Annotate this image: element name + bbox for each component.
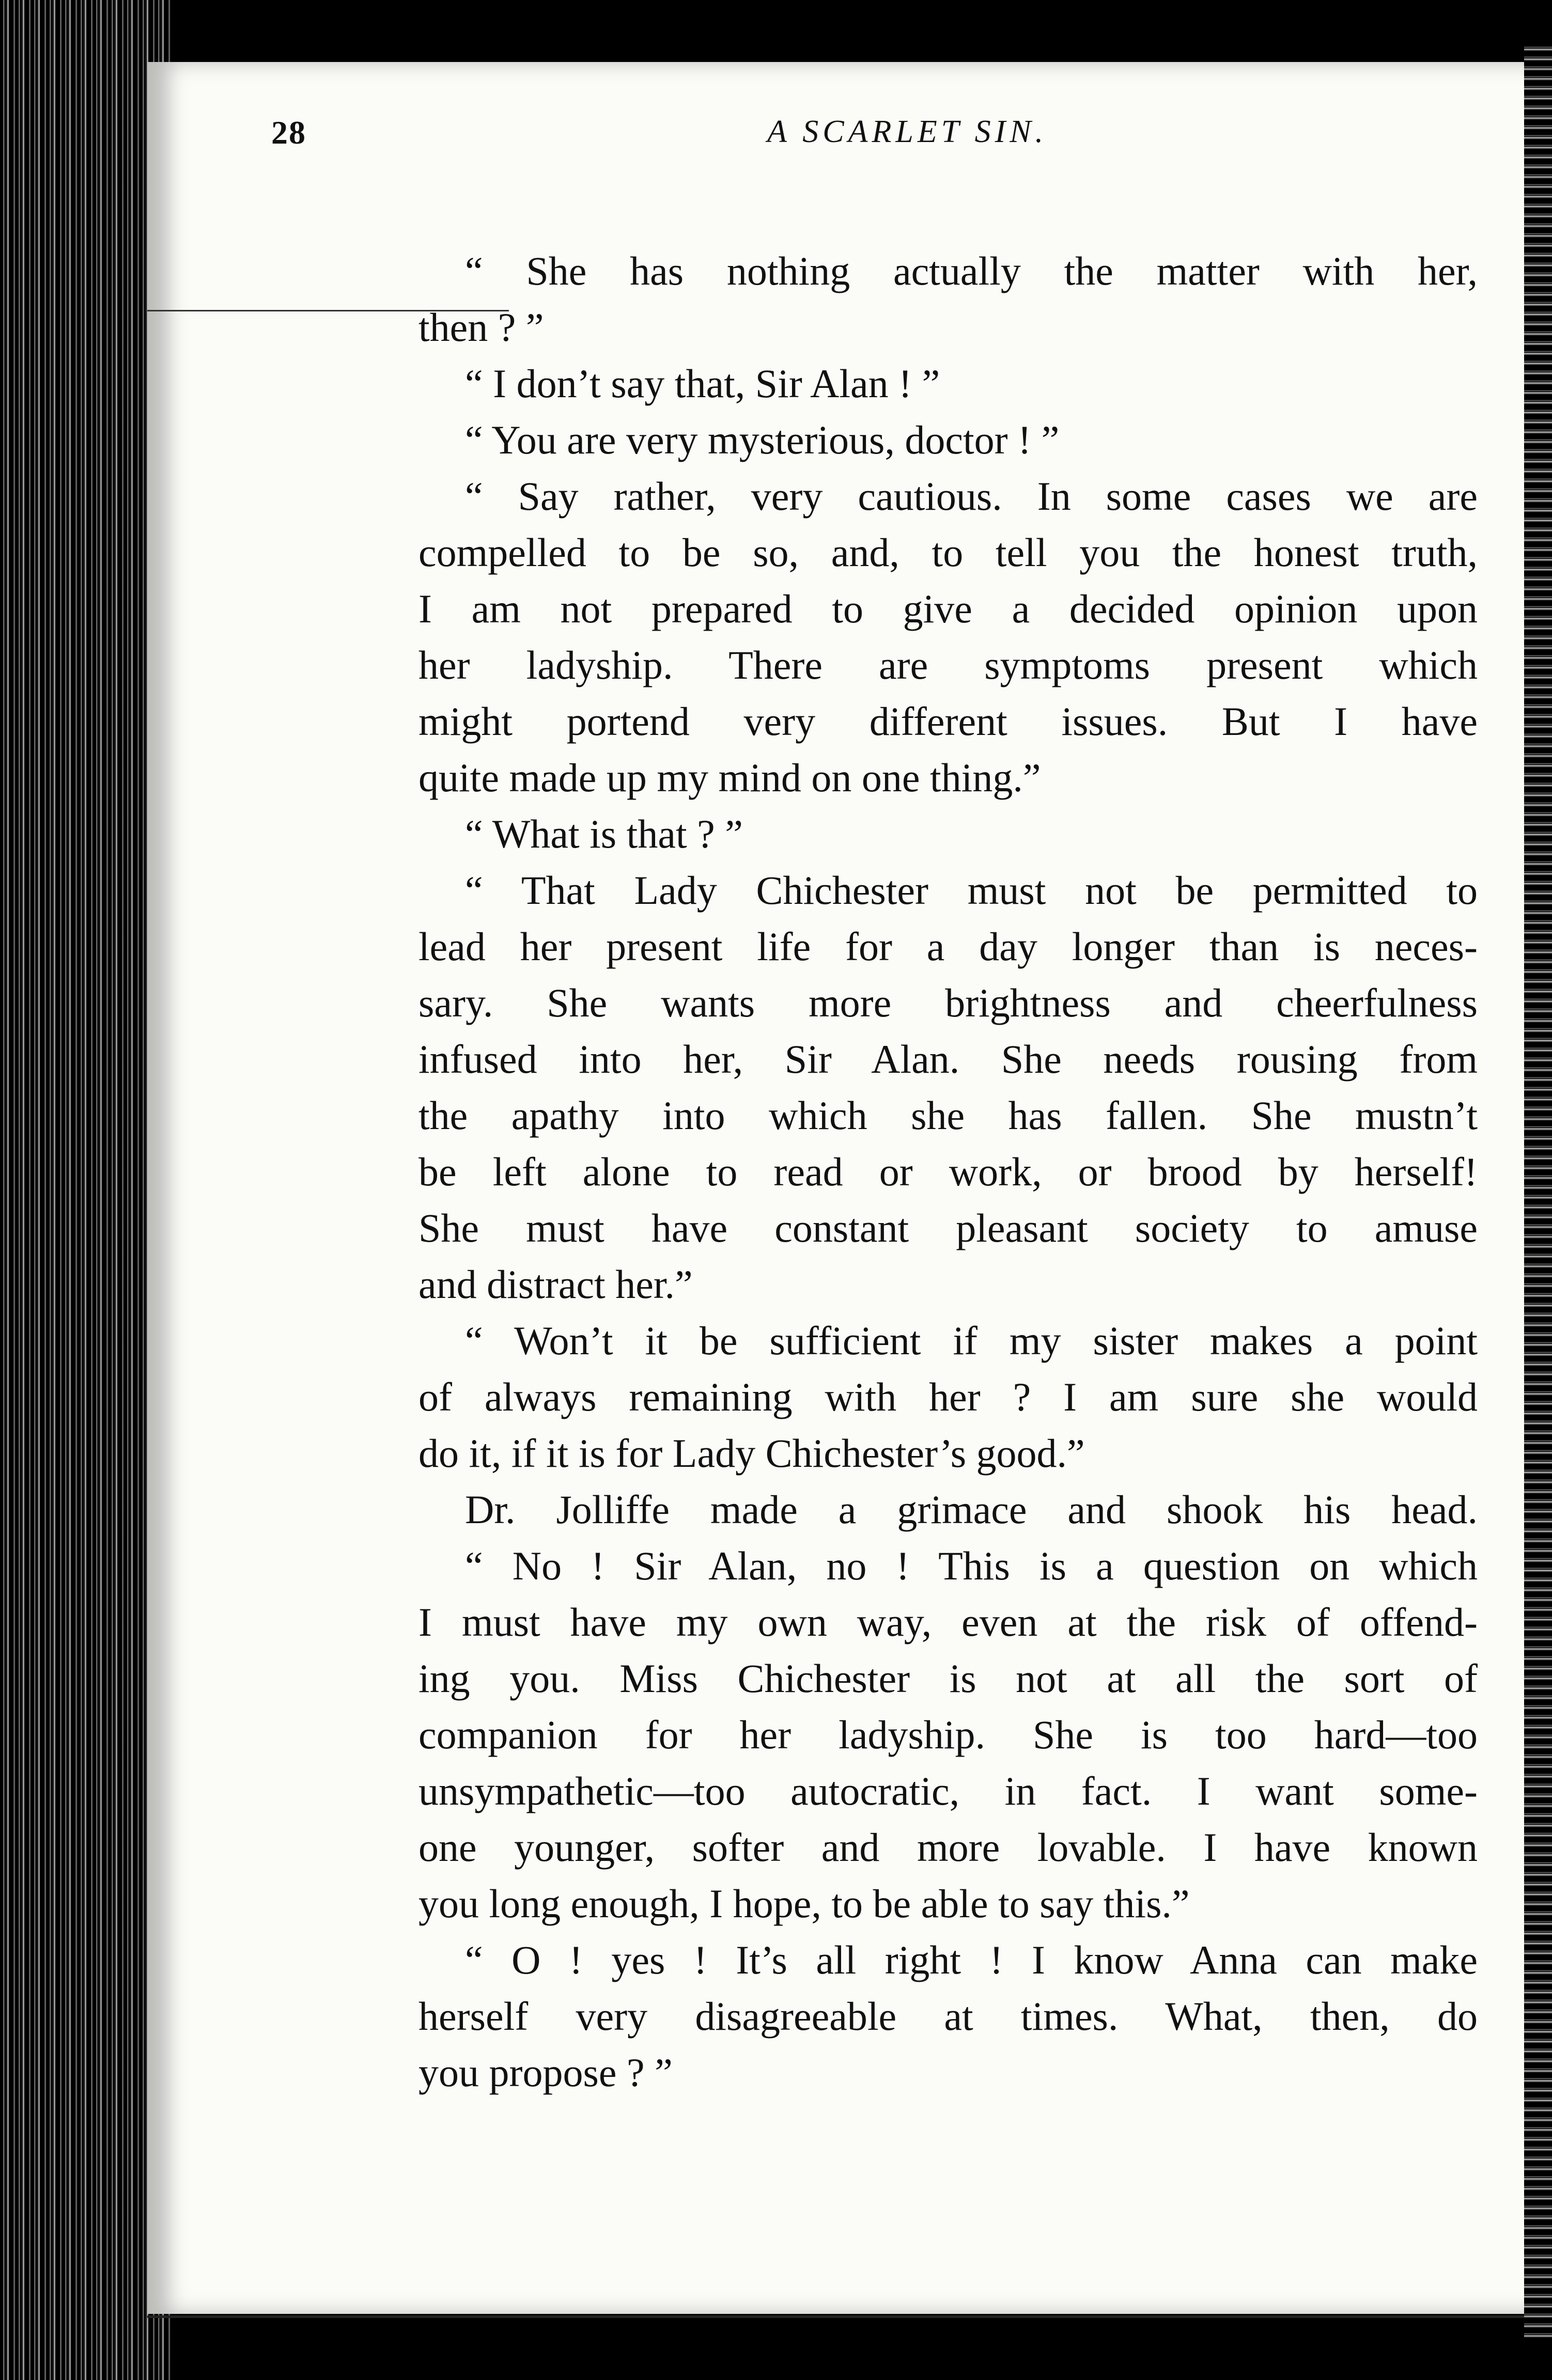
text-line: you long enough, I hope, to be able to say this.” — [418, 1881, 1190, 1926]
text-line: might portend very different issues. But I have — [418, 699, 1478, 744]
body-text — [418, 243, 1478, 2101]
binding-gutter — [0, 0, 170, 2380]
page-edge — [1524, 41, 1552, 2340]
page-header — [271, 114, 1460, 170]
text-line: one younger, softer and more lovable. I have known — [418, 1825, 1478, 1870]
bottom-scan-border — [147, 2315, 1524, 2318]
text-line: and distract her.” — [418, 1262, 693, 1307]
text-line: be left alone to read or work, or brood by herself! — [418, 1149, 1478, 1194]
text-line: the apathy into which she has fallen. She mustn’t — [418, 1093, 1478, 1138]
text-line: infused into her, Sir Alan. She needs rousing from — [418, 1037, 1478, 1082]
text-line: “ What is that ? ” — [465, 811, 743, 856]
text-line: Dr. Jolliffe made a grimace and shook his head. — [465, 1487, 1478, 1532]
text-line: “ O ! yes ! It’s all right ! I know Anna can make — [465, 1937, 1478, 1982]
text-line: quite made up my mind on one thing.” — [418, 755, 1041, 800]
text-line: compelled to be so, and, to tell you the honest truth, — [418, 530, 1478, 575]
text-line: “ You are very mysterious, doctor ! ” — [465, 417, 1060, 462]
text-line: lead her present life for a day longer than is neces- — [418, 924, 1478, 969]
page-number: 28 — [271, 114, 306, 151]
text-line: “ That Lady Chichester must not be permitted to — [465, 868, 1478, 913]
text-line: do it, if it is for Lady Chichester’s good.” — [418, 1431, 1085, 1476]
text-line: then ? ” — [418, 305, 544, 350]
text-line: you propose ? ” — [418, 2050, 673, 2095]
text-line: unsympathetic—too autocratic, in fact. I want some- — [418, 1768, 1478, 1813]
text-line: “ Say rather, very cautious. In some cases we are — [465, 474, 1478, 519]
text-line: “ She has nothing actually the matter with her, — [465, 248, 1478, 293]
text-line: companion for her ladyship. She is too hard—too — [418, 1712, 1478, 1757]
text-line: sary. She wants more brightness and cheerfulness — [418, 980, 1478, 1025]
text-line: her ladyship. There are symptoms present which — [418, 643, 1478, 687]
text-line: I must have my own way, even at the risk of offend- — [418, 1600, 1478, 1645]
text-line: herself very disagreeable at times. What, then, do — [418, 1994, 1478, 2039]
text-line: “ I don’t say that, Sir Alan ! ” — [465, 361, 940, 406]
text-line: I am not prepared to give a decided opinion upon — [418, 586, 1478, 631]
text-line: ing you. Miss Chichester is not at all the sort of — [418, 1656, 1478, 1701]
text-line: of always remaining with her ? I am sure she would — [418, 1374, 1478, 1419]
running-head: A SCARLET SIN. — [767, 114, 1048, 149]
text-line: “ No ! Sir Alan, no ! This is a question on which — [465, 1543, 1478, 1588]
text-line: She must have constant pleasant society to amuse — [418, 1205, 1478, 1250]
text-line: “ Won’t it be sufficient if my sister makes a point — [465, 1318, 1478, 1363]
